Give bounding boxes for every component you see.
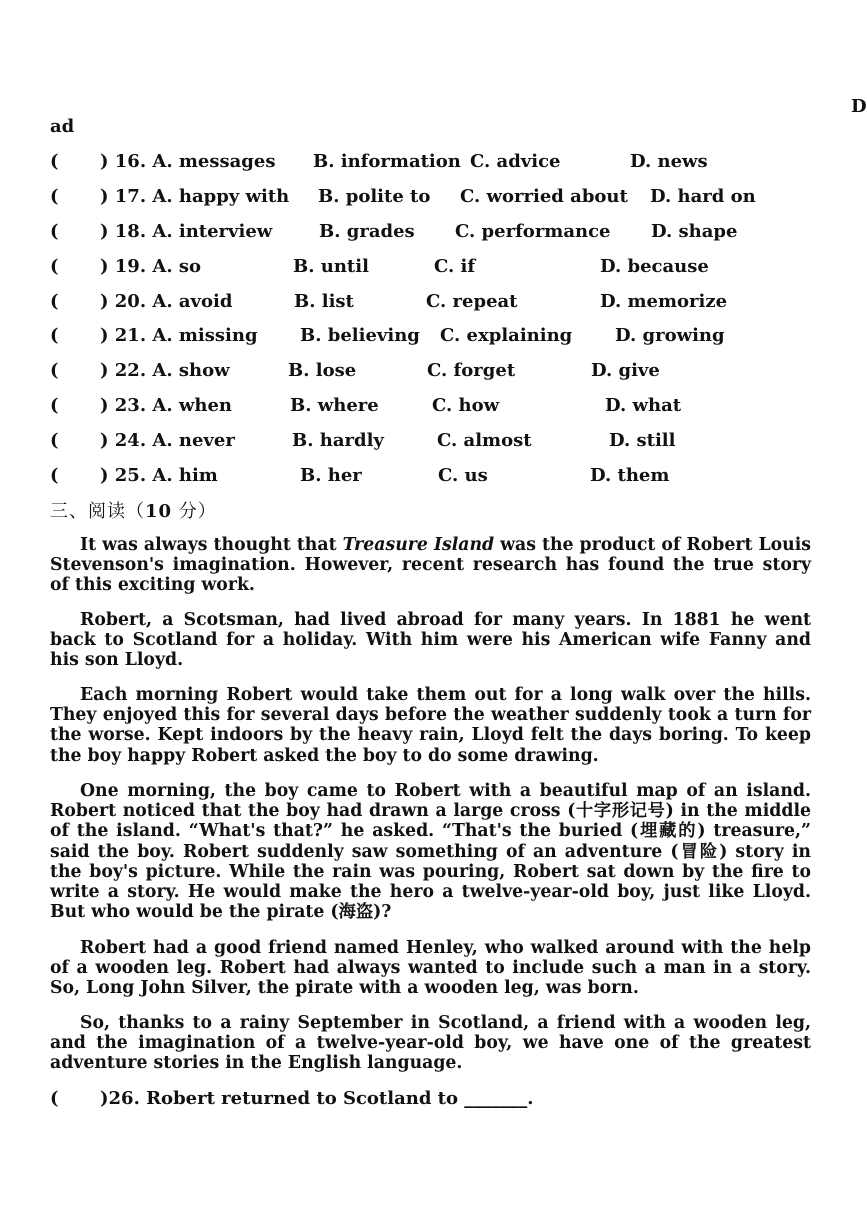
option-b: B. grades [319,221,415,242]
question-26-text: )26. Robert returned to Scotland to _______. [100,1088,534,1109]
question-row [0,151,860,175]
question-number-option-a: ) 20. A. avoid [100,291,233,312]
question-row [0,430,860,454]
option-d: D. news [630,151,708,172]
section-title-suffix: 分） [172,501,217,522]
option-b: B. her [300,465,362,486]
reading-paragraph-4: One morning, the boy came to Robert with a beautiful map of an island. Robert noticed that the boy had drawn a large cross (十字形记号) in the middle of the island. “What's that?” he asked. “That's the buried (埋藏的) treasure,” said the boy. Robert suddenly saw something of an adventure (冒险) story in the boy's picture. While the rain was pouring, Robert sat down by the fire to write a story. He would make the hero a twelve-year-old boy, just like Lloyd. But who would be the pirate (海盗)? [50,781,811,923]
question-number-option-a: ) 19. A. so [100,256,202,277]
question-row [0,395,860,419]
option-c: C. advice [470,151,561,172]
reading-paragraph-3: Each morning Robert would take them out for a long walk over the hills. They enjoyed this for several days before the weather suddenly took a turn for the worse. Kept indoors by the heavy rain, Lloyd felt the days boring. To keep the boy happy Robert asked the boy to do some drawing. [50,685,811,766]
option-c: C. repeat [426,291,518,312]
option-b: B. information [313,151,461,172]
answer-paren-open: ( [50,325,59,346]
option-c: C. almost [437,430,532,451]
question-row [0,256,860,280]
option-d: D. memorize [600,291,728,312]
option-d: D. still [609,430,676,451]
question-row [0,325,860,349]
question-number-option-a: ) 24. A. never [100,430,235,451]
reading-paragraph-5: Robert had a good friend named Henley, who walked around with the help of a wooden leg. Robert had always wanted to include such a man in a story. So, Long John Silver, the pirate with a wooden leg, was born. [50,938,811,999]
option-d: D. give [591,360,660,381]
answer-paren-open: ( [50,221,59,242]
option-c: C. performance [455,221,611,242]
option-c: C. if [434,256,476,277]
question-row [0,186,860,210]
answer-paren-open: ( [50,360,59,381]
option-c: C. explaining [440,325,573,346]
answer-paren-open: ( [50,256,59,277]
question-number-option-a: ) 17. A. happy with [100,186,290,207]
p1-text-start: It was always thought that [80,535,343,555]
answer-paren-open: ( [50,1088,59,1109]
page-corner-letter: D [851,96,867,117]
question-row [0,291,860,315]
question-number-option-a: ) 18. A. interview [100,221,273,242]
answer-paren-open: ( [50,186,59,207]
option-b: B. where [290,395,379,416]
option-d: D. shape [651,221,738,242]
book-title: Treasure Island [342,535,495,555]
option-d: D. them [590,465,670,486]
option-b: B. list [294,291,354,312]
text-fragment: ad [50,116,75,137]
question-row [0,360,860,384]
option-b: B. lose [288,360,357,381]
option-c: C. forget [427,360,516,381]
option-c: C. how [432,395,500,416]
option-c: C. us [438,465,488,486]
option-d: D. because [600,256,709,277]
question-row [0,221,860,245]
answer-paren-open: ( [50,291,59,312]
question-number-option-a: ) 16. A. messages [100,151,276,172]
option-d: D. hard on [650,186,756,207]
option-b: B. believing [300,325,420,346]
question-row [0,465,860,489]
question-number-option-a: ) 25. A. him [100,465,218,486]
question-number-option-a: ) 22. A. show [100,360,230,381]
section-title-score: 10 [145,501,173,522]
reading-paragraph-1 [50,535,811,596]
option-b: B. polite to [318,186,431,207]
p1-text-end: was the product of Robert Louis Stevenson's imagination. However, recent research has found the true story of this exciting work. [50,535,812,596]
section-title-prefix: 三、阅读（ [50,501,145,522]
answer-paren-open: ( [50,395,59,416]
reading-paragraph-2: Robert, a Scotsman, had lived abroad for many years. In 1881 he went back to Scotland for a holiday. With him were his American wife Fanny and his son Lloyd. [50,610,811,671]
answer-paren-open: ( [50,151,59,172]
reading-paragraph-6: So, thanks to a rainy September in Scotland, a friend with a wooden leg, and the imagination of a twelve-year-old boy, we have one of the greatest adventure stories in the English language. [50,1013,811,1074]
option-b: B. hardly [292,430,384,451]
option-d: D. what [605,395,682,416]
section-title [50,497,217,523]
option-d: D. growing [615,325,725,346]
option-c: C. worried about [460,186,628,207]
option-b: B. until [293,256,369,277]
question-number-option-a: ) 23. A. when [100,395,232,416]
answer-paren-open: ( [50,465,59,486]
answer-paren-open: ( [50,430,59,451]
question-number-option-a: ) 21. A. missing [100,325,258,346]
